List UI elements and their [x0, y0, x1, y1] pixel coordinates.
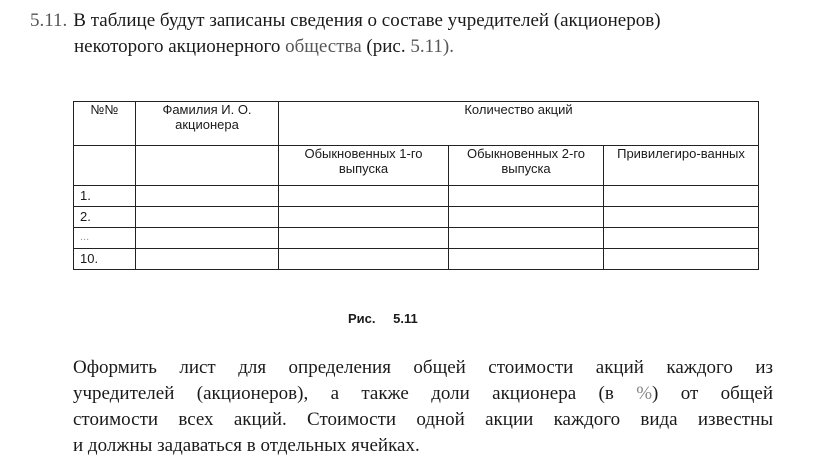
table-cell	[279, 249, 449, 270]
task-line-1: Оформить лист для определения общей стоимости акций каждого из	[73, 357, 773, 378]
problem-text-2b: (рис.	[361, 36, 411, 57]
figure-caption	[348, 311, 418, 326]
table-cell	[449, 228, 604, 249]
header-ordinary-1: Обыкновенных 1-го выпуска	[279, 146, 449, 186]
row-number: ...	[74, 228, 136, 249]
table-row	[74, 186, 759, 207]
caption-number: 5.11	[393, 311, 418, 326]
header-row-1	[74, 102, 759, 146]
header-ordinary-2: Обыкновенных 2-го выпуска	[449, 146, 604, 186]
header-preferred: Привилегиро-ванных	[604, 146, 759, 186]
figure-reference: 5.11).	[410, 36, 454, 57]
table-cell	[279, 207, 449, 228]
row-number: 10.	[74, 249, 136, 270]
header-name: Фамилия И. О. акционера	[136, 102, 279, 146]
table-cell	[604, 228, 759, 249]
shareholders-table	[73, 101, 759, 270]
caption-label: Рис.	[348, 311, 376, 326]
table-row	[74, 228, 759, 249]
table-cell	[136, 207, 279, 228]
task-line-3: стоимости всех акций. Стоимости одной акции каждого вида известны	[73, 409, 773, 430]
table-cell	[449, 207, 604, 228]
problem-text-2-light: общества	[285, 36, 362, 57]
table-cell	[604, 186, 759, 207]
table-row	[74, 249, 759, 270]
table-cell	[136, 186, 279, 207]
problem-text-1: В таблице будут записаны сведения о составе учредителей (акционеров)	[73, 10, 661, 31]
table-row	[74, 207, 759, 228]
problem-number: 5.11.	[30, 10, 68, 31]
task-text-2b: ) от общей	[652, 383, 773, 404]
table-cell	[136, 228, 279, 249]
table-cell	[449, 186, 604, 207]
problem-line-2	[30, 34, 800, 60]
header-empty-cell	[136, 146, 279, 186]
row-number: 2.	[74, 207, 136, 228]
header-row-2	[74, 146, 759, 186]
table-cell	[604, 249, 759, 270]
task-line-2	[73, 381, 773, 407]
task-statement	[73, 355, 773, 459]
problem-statement	[30, 8, 800, 60]
problem-text-2a: некоторого акционерного	[74, 36, 286, 57]
header-shares: Количество акций	[279, 102, 759, 146]
task-text-2a: учредителей (акционеров), а также доли акционера (в	[73, 383, 637, 404]
percent-sign: %	[636, 383, 653, 404]
table-cell	[279, 186, 449, 207]
table-cell	[279, 228, 449, 249]
table-cell	[449, 249, 604, 270]
header-number: №№	[74, 102, 136, 146]
table-cell	[604, 207, 759, 228]
problem-line-1	[30, 8, 800, 34]
row-number: 1.	[74, 186, 136, 207]
table-cell	[136, 249, 279, 270]
header-empty-cell	[74, 146, 136, 186]
task-line-4: и должны задаваться в отдельных ячейках.	[73, 435, 420, 456]
